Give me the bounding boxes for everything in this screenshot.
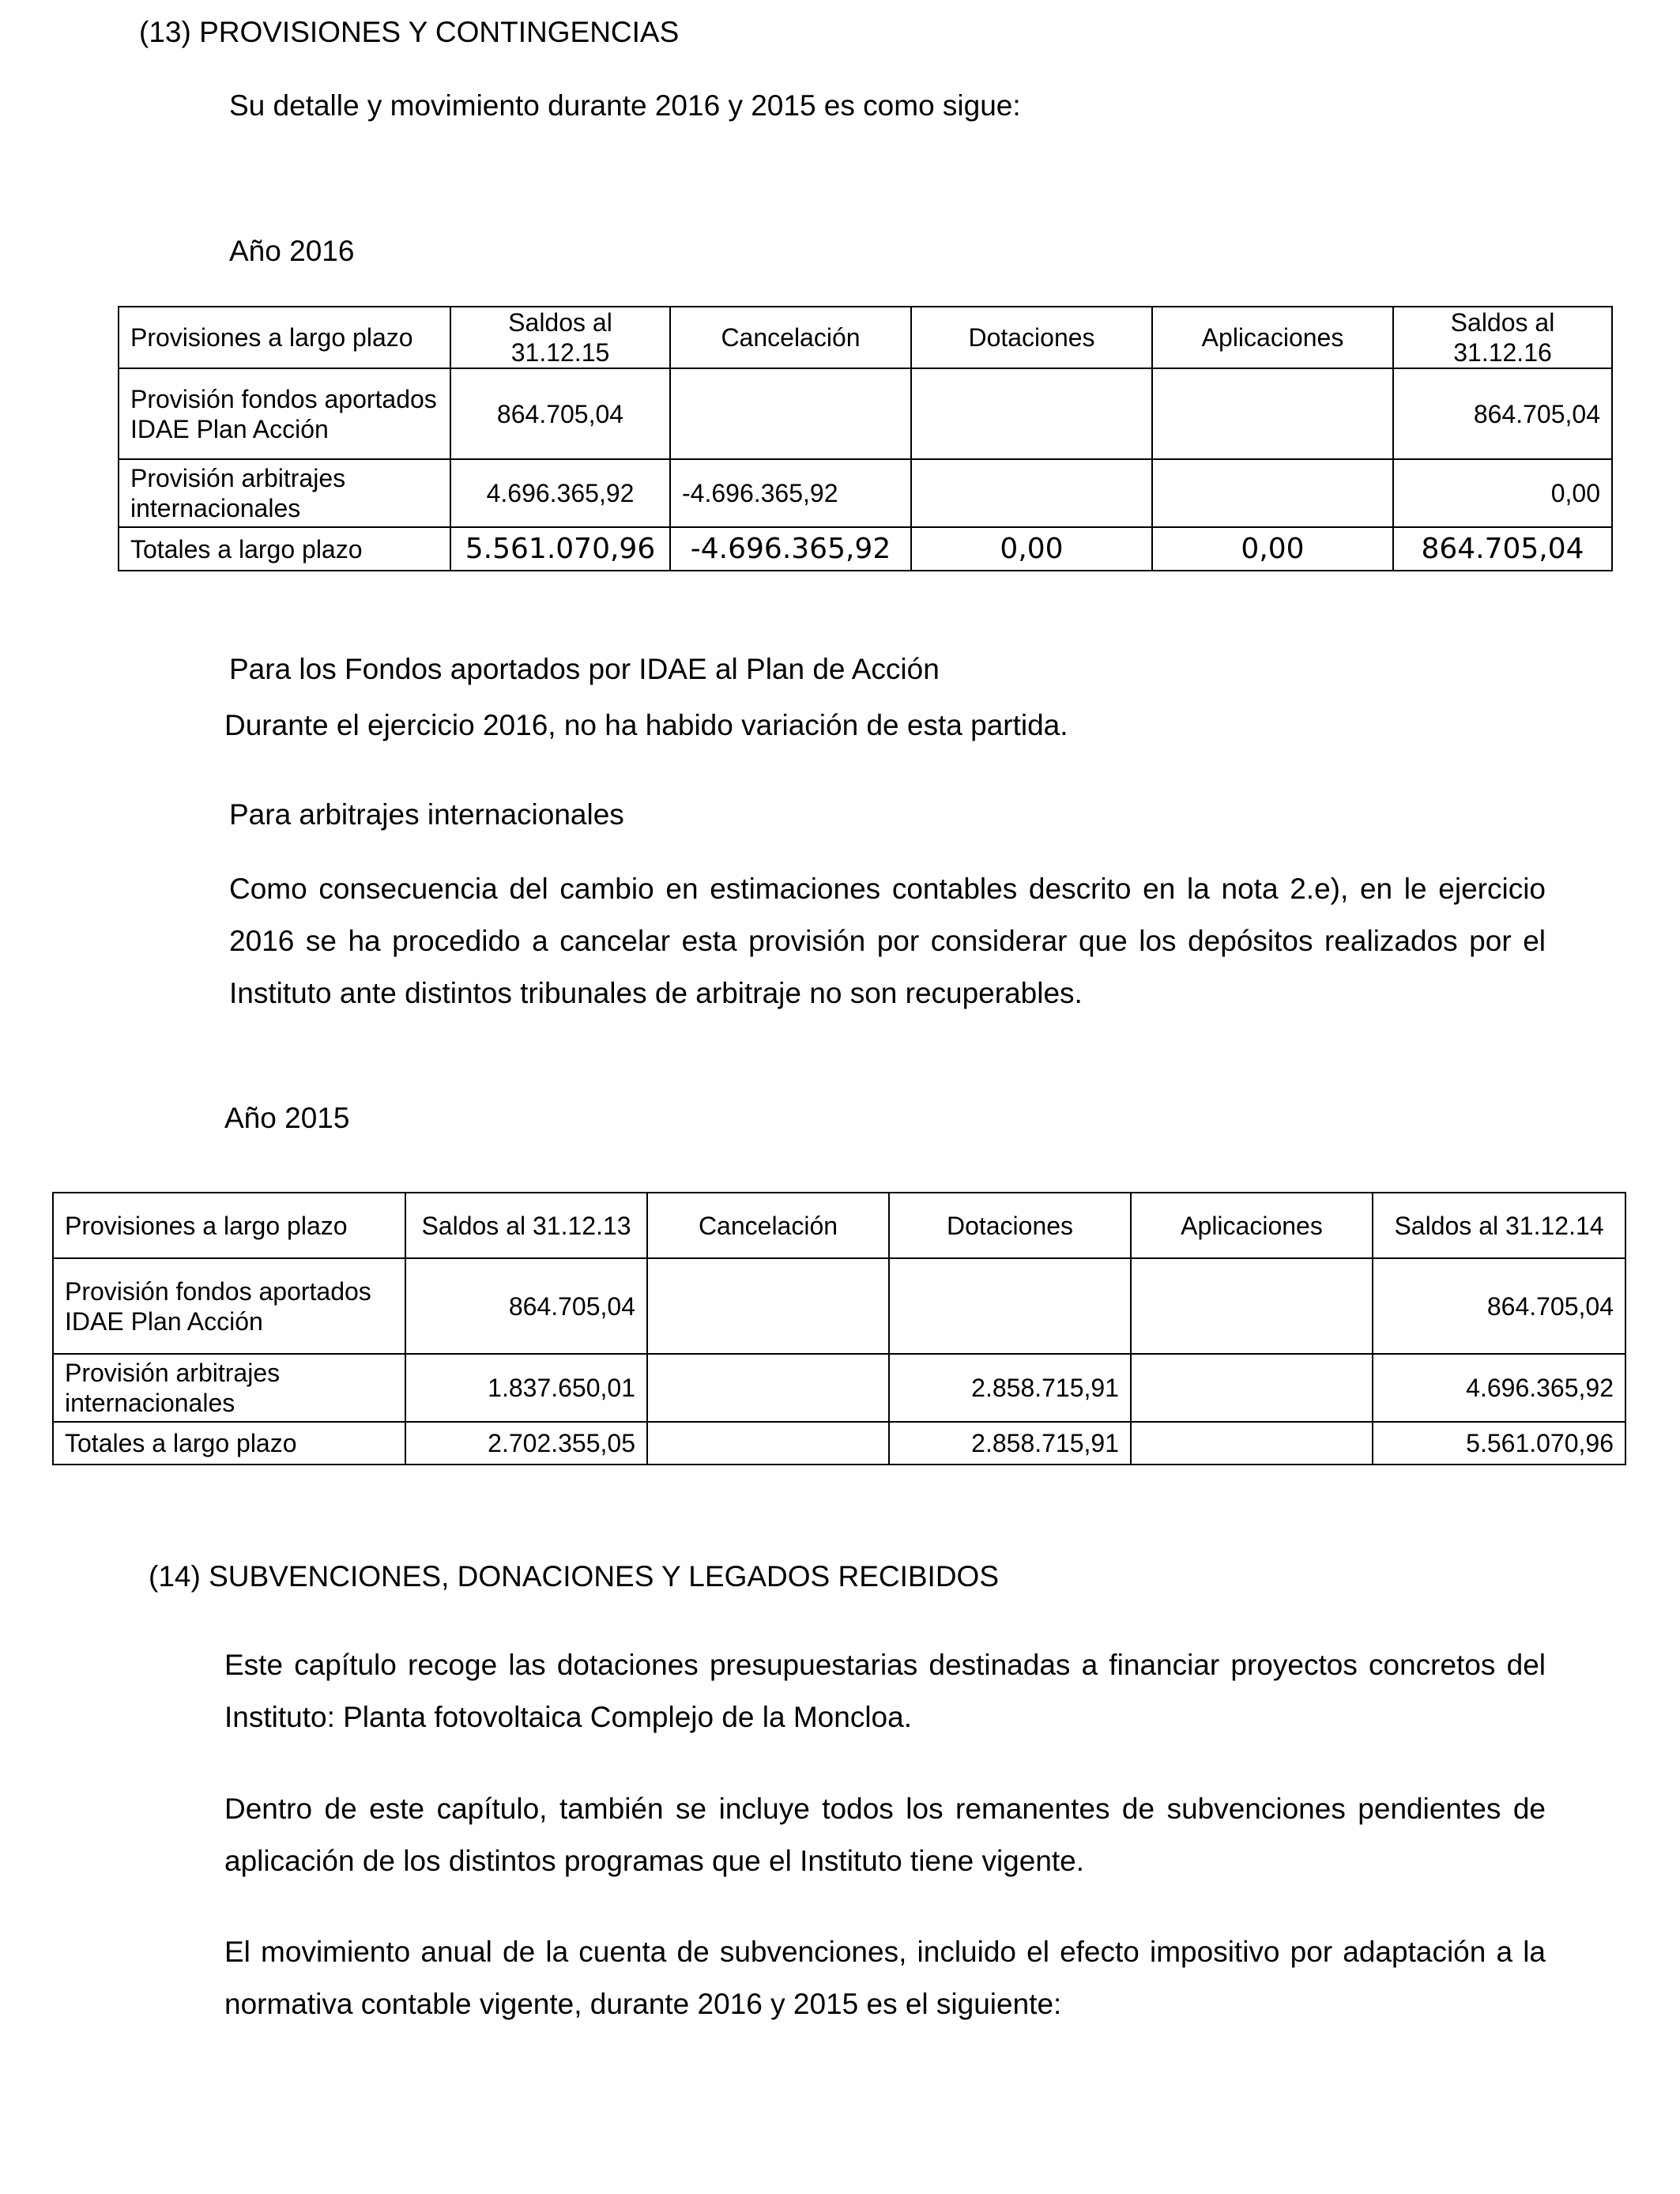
value-cell — [1152, 368, 1393, 459]
table-total-row — [119, 527, 1612, 571]
table-header-row — [119, 307, 1612, 368]
section-14-paragraph-3: El movimiento anual de la cuenta de subvenciones, incluido el efecto impositivo por adaptación a la normativa contable vigente, durante 2016 y 2015 es el siguiente: — [224, 1936, 1546, 2020]
row-label: Provisión arbitrajes internacionales — [119, 459, 450, 527]
row-label: Provisión arbitrajes internacionales — [53, 1354, 405, 1422]
value-cell — [1131, 1354, 1373, 1422]
value-cell — [911, 368, 1152, 459]
value-cell — [647, 1354, 889, 1422]
value-cell — [1152, 459, 1393, 527]
row-label: Provisión fondos aportados IDAE Plan Acción — [53, 1258, 405, 1354]
value-cell: 864.705,04 — [405, 1258, 647, 1354]
value-cell — [670, 368, 911, 459]
value-cell: 864.705,04 — [1393, 527, 1612, 571]
header-cell: Cancelación — [670, 307, 911, 368]
section-14-paragraph-2: Dentro de este capítulo, también se incluye todos los remanentes de subvenciones pendientes de aplicación de los distintos programas que el Instituto tiene vigente. — [224, 1793, 1546, 1877]
header-cell: Aplicaciones — [1131, 1193, 1373, 1258]
header-cell: Saldos al 31.12.16 — [1393, 307, 1612, 368]
value-cell — [647, 1422, 889, 1465]
header-cell: Saldos al 31.12.13 — [405, 1193, 647, 1258]
section-14-heading: (14) SUBVENCIONES, DONACIONES Y LEGADOS RECIBIDOS — [149, 1560, 1000, 1593]
row-label: Totales a largo plazo — [119, 527, 450, 571]
table-row — [53, 1354, 1625, 1422]
provisions-table-2016 — [118, 306, 1613, 571]
row-label: Provisión fondos aportados IDAE Plan Acción — [119, 368, 450, 459]
row-label: Totales a largo plazo — [53, 1422, 405, 1465]
header-cell: Dotaciones — [911, 307, 1152, 368]
header-cell: Provisiones a largo plazo — [119, 307, 450, 368]
value-cell: 4.696.365,92 — [1373, 1354, 1625, 1422]
value-cell — [647, 1258, 889, 1354]
value-cell: 2.702.355,05 — [405, 1422, 647, 1465]
arbitrajes-subheading: Para arbitrajes internacionales — [229, 798, 624, 831]
header-cell: Aplicaciones — [1152, 307, 1393, 368]
value-cell: 864.705,04 — [1373, 1258, 1625, 1354]
section-14-paragraph-1: Este capítulo recoge las dotaciones presupuestarias destinadas a financiar proyectos concretos del Instituto: Planta fotovoltaica Complejo de la Moncloa. — [224, 1649, 1546, 1733]
value-cell: 864.705,04 — [450, 368, 670, 459]
table-header-row — [53, 1193, 1625, 1258]
value-cell: 0,00 — [1152, 527, 1393, 571]
header-cell: Cancelación — [647, 1193, 889, 1258]
table-total-row — [53, 1422, 1625, 1465]
value-cell: 5.561.070,96 — [450, 527, 670, 571]
value-cell — [1131, 1422, 1373, 1465]
table-row — [119, 368, 1612, 459]
value-cell: 1.837.650,01 — [405, 1354, 647, 1422]
value-cell — [1131, 1258, 1373, 1354]
year-2015-label: Año 2015 — [224, 1102, 350, 1134]
value-cell: 2.858.715,91 — [889, 1422, 1131, 1465]
header-cell: Dotaciones — [889, 1193, 1131, 1258]
table-row — [53, 1258, 1625, 1354]
fondos-subheading: Para los Fondos aportados por IDAE al Plan de Acción — [229, 653, 940, 685]
value-cell: 0,00 — [911, 527, 1152, 571]
value-cell: 4.696.365,92 — [450, 459, 670, 527]
value-cell: 2.858.715,91 — [889, 1354, 1131, 1422]
header-cell: Saldos al 31.12.14 — [1373, 1193, 1625, 1258]
value-cell: 864.705,04 — [1393, 368, 1612, 459]
value-cell — [889, 1258, 1131, 1354]
arbitrajes-paragraph: Como consecuencia del cambio en estimaciones contables descrito en la nota 2.e), en le ejercicio 2016 se ha procedido a cancelar esta provisión por considerar que los depósitos realizados por el Instituto ante distintos tribunales de arbitraje no son recuperables. — [229, 873, 1546, 1009]
provisions-table-2015 — [52, 1192, 1626, 1465]
value-cell: -4.696.365,92 — [670, 527, 911, 571]
value-cell: 0,00 — [1393, 459, 1612, 527]
header-cell: Provisiones a largo plazo — [53, 1193, 405, 1258]
header-cell: Saldos al 31.12.15 — [450, 307, 670, 368]
fondos-paragraph: Durante el ejercicio 2016, no ha habido variación de esta partida. — [224, 709, 1068, 741]
year-2016-label: Año 2016 — [229, 235, 355, 267]
value-cell — [911, 459, 1152, 527]
value-cell: -4.696.365,92 — [670, 459, 911, 527]
section-13-intro: Su detalle y movimiento durante 2016 y 2015 es como sigue: — [229, 89, 1021, 122]
section-13-heading: (13) PROVISIONES Y CONTINGENCIAS — [139, 16, 680, 48]
table-row — [119, 459, 1612, 527]
value-cell: 5.561.070,96 — [1373, 1422, 1625, 1465]
